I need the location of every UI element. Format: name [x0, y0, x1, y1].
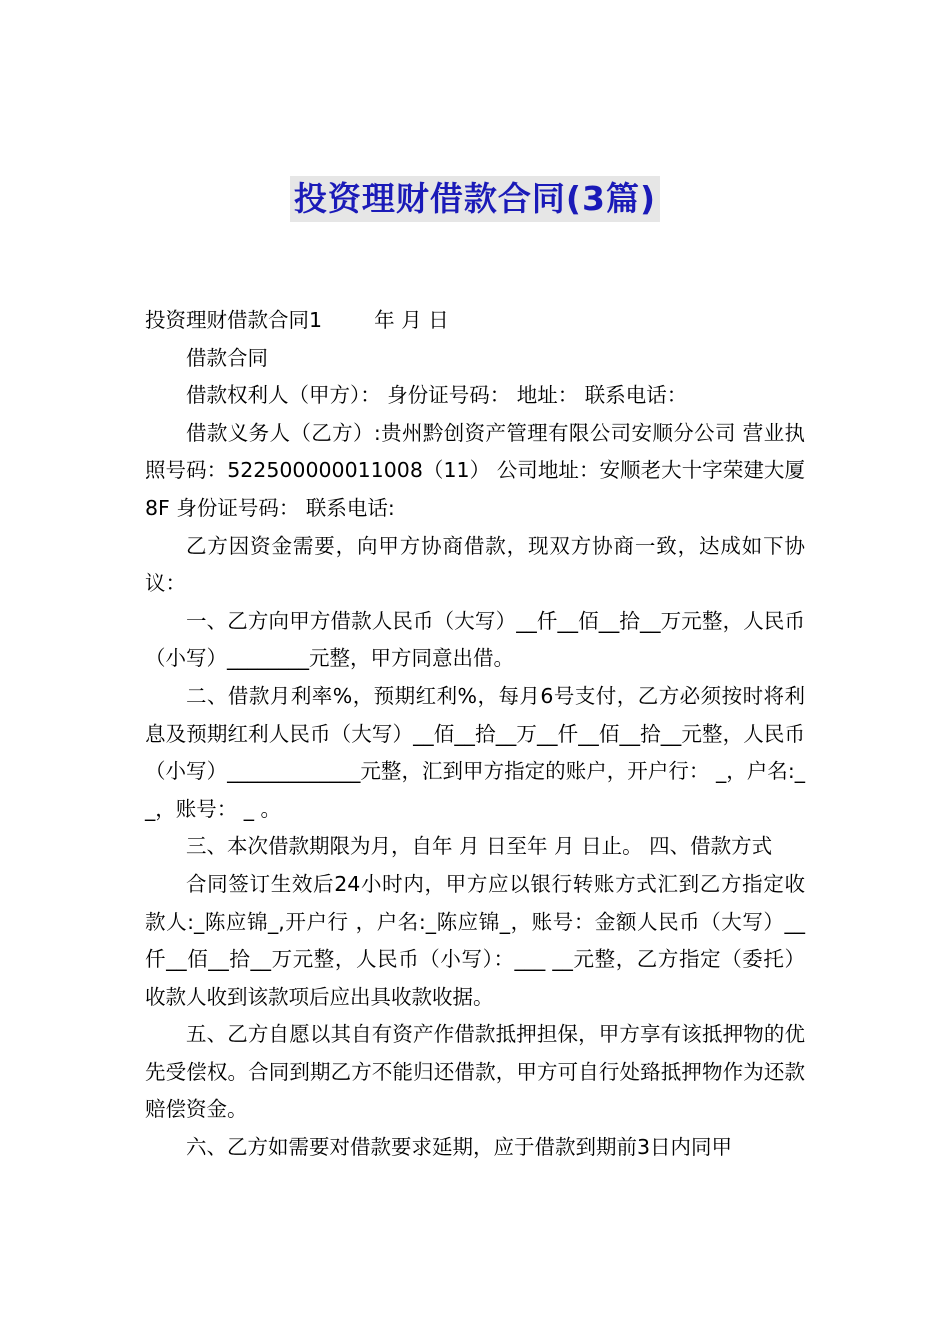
- paragraph: 乙方因资金需要，向甲方协商借款，现双方协商一致，达成如下协议：: [145, 533, 805, 596]
- document-body: [145, 302, 812, 1167]
- document-title: 投资理财借款合同(3篇): [290, 176, 660, 222]
- paragraph: 五、乙方自愿以其自有资产作借款抵押担保，甲方享有该抵押物的优先受偿权。合同到期乙方不能归还借款，甲方可自行处臵抵押物作为还款赔偿资金。: [145, 1022, 805, 1122]
- paragraph: 借款合同: [186, 345, 268, 370]
- paragraph: 投资理财借款合同1 年 月 日: [145, 308, 449, 332]
- paragraph: 借款权利人（甲方）： 身份证号码： 地址： 联系电话：: [186, 383, 688, 408]
- paragraph: 三、本次借款期限为月，自年 月 日至年 月 日止。 四、借款方式: [186, 834, 773, 859]
- paragraph: 借款义务人（乙方）:贵州黔创资产管理有限公司安顺分公司 营业执照号码：522500000011008（11） 公司地址：安顺老大十字荣建大厦8F 身份证号码： 联系电话:: [145, 420, 805, 520]
- paragraph: 二、借款月利率%，预期红利%，每月6号支付，乙方必须按时将利息及预期红利人民币（大写）__佰__拾__万__仟__佰__拾__元整，人民币（小写）_____________元整，汇到甲方指定的账户，开户行： _，户名:_ _，账号： _ 。: [145, 683, 812, 821]
- paragraph: 六、乙方如需要对借款要求延期，应于借款到期前3日内同甲: [186, 1135, 733, 1160]
- paragraph: 合同签订生效后24小时内，甲方应以银行转账方式汇到乙方指定收款人:_陈应锦_,开户行 ，户名:_陈应锦_，账号：金额人民币（大写）__仟__佰__拾__万元整，人民币（小写）：___ __元整，乙方指定（委托）收款人收到该款项后应出具收款收据。: [145, 871, 805, 1009]
- paragraph: 一、乙方向甲方借款人民币（大写）__仟__佰__拾__万元整，人民币（小写）________元整，甲方同意出借。: [145, 608, 805, 671]
- title-container: [0, 176, 950, 222]
